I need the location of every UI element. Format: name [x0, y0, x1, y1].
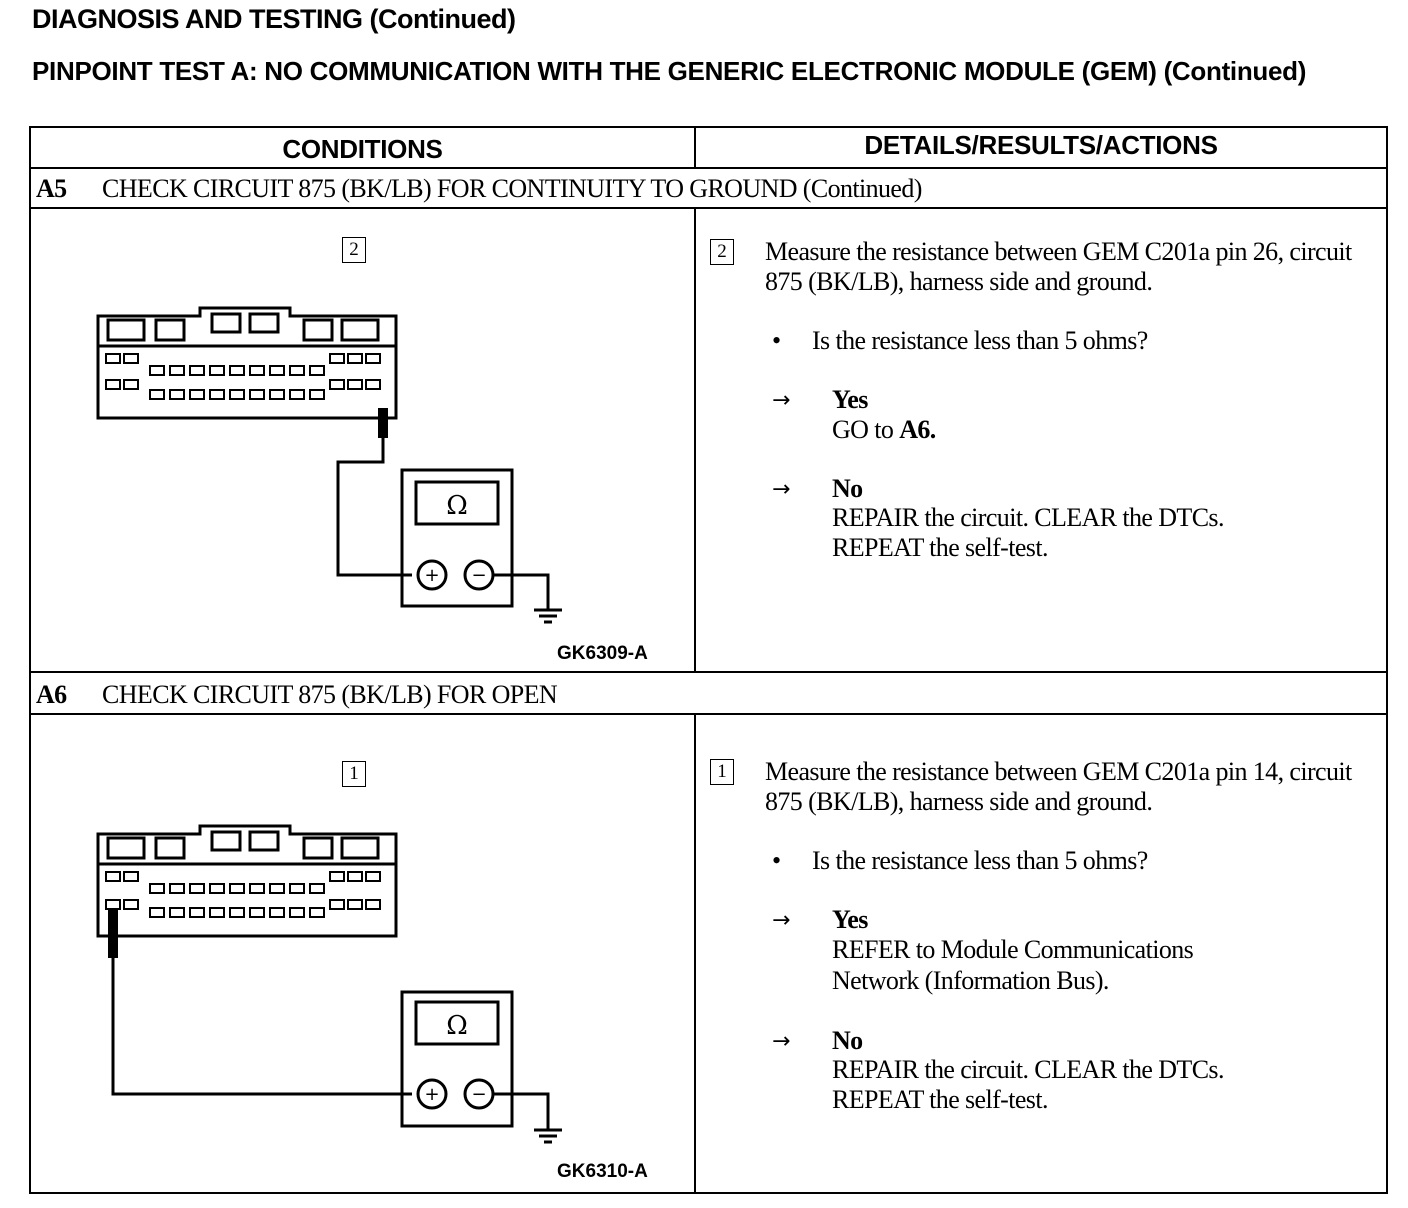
action-step-number: 2: [710, 239, 734, 265]
no-action-line: REPAIR the circuit. CLEAR the DTCs.: [832, 503, 1224, 532]
no-label: No: [832, 1026, 863, 1055]
minus-sign: −: [471, 1084, 487, 1105]
action-instruction: Measure the resistance between GEM C201a pin 14, circuit 875 (BK/LB), harness side and ground.: [765, 757, 1352, 816]
no-action-line: REPAIR the circuit. CLEAR the DTCs.: [832, 1055, 1224, 1084]
yes-label: Yes: [832, 905, 868, 934]
arrow-icon: →: [772, 477, 791, 502]
plus-sign: +: [424, 1084, 440, 1105]
arrow-icon: →: [772, 908, 791, 933]
test-question: Is the resistance less than 5 ohms?: [812, 326, 1148, 355]
step-id: A6: [36, 680, 67, 709]
action-step-number: 1: [710, 759, 734, 785]
step-a6-heading: [36, 680, 557, 710]
column-divider: [694, 713, 696, 1194]
connector-diagram-a5: [90, 300, 560, 630]
ohm-symbol: Ω: [446, 491, 468, 521]
yes-action-line: Network (Information Bus).: [832, 966, 1109, 995]
figure-step-number: 2: [342, 237, 366, 263]
pinpoint-test-title: PINPOINT TEST A: NO COMMUNICATION WITH THE GENERIC ELECTRONIC MODULE (GEM) (Continued): [32, 56, 1307, 86]
action-instruction: Measure the resistance between GEM C201a pin 26, circuit 875 (BK/LB), harness side and ground.: [765, 237, 1352, 296]
row-divider: [29, 713, 1388, 715]
column-divider: [694, 207, 696, 672]
no-action-line: REPEAT the self-test.: [832, 533, 1048, 562]
bullet: •: [772, 846, 782, 875]
step-title: CHECK CIRCUIT 875 (BK/LB) FOR CONTINUITY TO GROUND (Continued): [102, 174, 922, 203]
yes-action-line: REFER to Module Communications: [832, 935, 1194, 964]
connector-diagram-a6: [90, 824, 560, 1154]
figure-id: GK6310-A: [557, 1161, 648, 1182]
yes-target: A6.: [899, 415, 936, 444]
figure-id: GK6309-A: [557, 643, 648, 664]
figure-step-number: 1: [342, 761, 366, 787]
conditions-header: CONDITIONS: [282, 134, 443, 164]
arrow-icon: →: [772, 388, 791, 413]
arrow-icon: →: [772, 1029, 791, 1054]
bullet: •: [772, 326, 782, 355]
no-action-line: REPEAT the self-test.: [832, 1085, 1048, 1114]
minus-sign: −: [471, 565, 487, 586]
row-divider: [29, 671, 1388, 673]
test-question: Is the resistance less than 5 ohms?: [812, 846, 1148, 875]
yes-label: Yes: [832, 385, 868, 414]
ohm-symbol: Ω: [446, 1011, 468, 1041]
row-divider: [29, 167, 1388, 169]
yes-action: [832, 415, 936, 445]
step-a5-heading: [36, 174, 922, 204]
details-header: DETAILS/RESULTS/ACTIONS: [864, 130, 1218, 160]
no-label: No: [832, 474, 863, 503]
plus-sign: +: [424, 565, 440, 586]
yes-verb: GO to: [832, 415, 894, 444]
step-id: A5: [36, 174, 67, 203]
step-title: CHECK CIRCUIT 875 (BK/LB) FOR OPEN: [102, 680, 558, 709]
page-title: DIAGNOSIS AND TESTING (Continued): [32, 4, 516, 34]
row-divider: [29, 207, 1388, 209]
